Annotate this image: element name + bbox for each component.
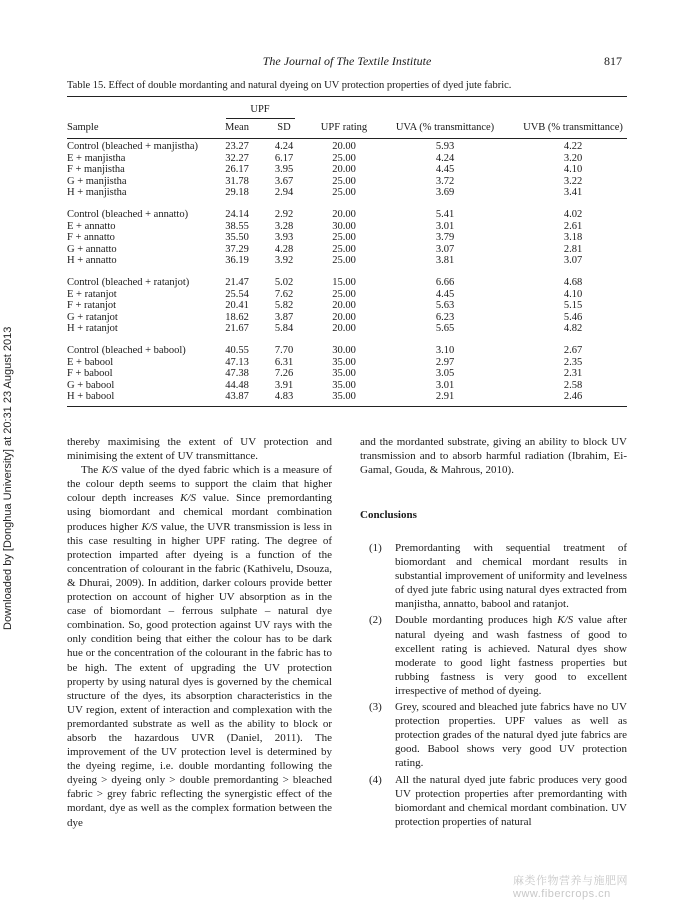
side-download-note: Downloaded by [Donghua University] at 20:31 23 August 2013 [2,326,14,630]
table-header-rule [67,138,627,139]
table-cell: H + manjistha [67,187,127,198]
table-cell: 20.00 [332,311,356,323]
table-cell: 2.97 [435,356,455,368]
table-cell: 4.82 [563,323,583,334]
table-cell: 2.31 [563,368,583,379]
right-continuation-paragraph: and the mordanted substrate, giving an ability to block UV transmission and to absorb harmful radiation (Ibrahim, Ei-Gamal, Gouda, & Mahrous, 2010). [360,436,627,477]
table-cell: 25.00 [332,243,356,255]
conclusion-item [369,773,627,829]
conclusion-text: Premordanting with sequential treatment of biomordant and chemical mordant results in substantial improvement of uniformity and levelness of dyed jute fabric using natural dyes extracted from manjistha, annatto, babool and ratanjot. [395,542,627,611]
column-header: SD [277,122,291,133]
body-paragraph: thereby maximising the extent of UV protection and minimising the extent of UV transmittance. [67,436,332,463]
column-header: UPF rating [320,122,368,133]
conclusion-text: All the natural dyed jute fabric produces very good UV protection properties after premordanting with biomordant and chemical mordant combination. UV protection properties of natural [395,773,627,828]
column-header: Mean [225,122,249,133]
table-cell: 18.62 [225,311,249,323]
conclusions-heading: Conclusions [360,509,417,521]
table-cell: E + annatto [67,220,116,232]
table-cell: 3.41 [563,187,583,198]
table-cell: 35.00 [332,356,356,368]
table-cell: 7.26 [274,368,294,379]
table-cell: 4.28 [274,243,294,255]
table-cell: 3.18 [563,232,583,243]
conclusions-list [369,541,627,831]
table-cell: 4.45 [435,288,455,300]
table-cell: 26.17 [225,164,249,175]
table-caption: Table 15. Effect of double mordanting and natural dyeing on UV protection properties of dyed jute fabric. [67,80,512,91]
table-cell: Control (bleached + ratanjot) [67,277,190,288]
table-cell: 15.00 [332,277,356,288]
page-number: 817 [604,54,622,68]
conclusion-number: (3) [369,701,382,714]
table-cell: 35.00 [332,379,356,391]
table-cell: H + annatto [67,255,117,266]
table-cell: 25.00 [332,187,356,198]
table-cell: 43.87 [225,391,249,402]
table-cell: 2.81 [563,243,583,255]
table-cell: G + annatto [67,243,117,255]
table-cell: 3.67 [274,175,294,187]
upf-group-rule [226,118,295,119]
table-cell: 21.67 [225,323,249,334]
table-cell: 25.00 [332,175,356,187]
watermark: 麻类作物营养与施肥网 www.fibercrops.cn [513,875,628,900]
table-cell: 5.63 [435,300,455,311]
table-cell: 25.00 [332,152,356,164]
table-cell: 30.00 [332,220,356,232]
table-cell: 36.19 [225,255,249,266]
column-header: UVA (% transmittance) [395,122,495,133]
table-cell: 37.29 [225,243,249,255]
table-cell: 2.94 [274,187,294,198]
table-cell: 4.45 [435,164,455,175]
table-cell: H + babool [67,391,115,402]
table-cell: 4.83 [274,391,294,402]
upf-group-header: UPF [250,104,270,115]
table-cell: 4.24 [435,152,455,164]
table-cell: 20.00 [332,141,356,152]
table-cell: 3.01 [435,220,455,232]
table-cell: 32.27 [225,152,249,164]
table-cell: F + manjistha [67,164,125,175]
table-cell: 3.79 [435,232,455,243]
table-cell: E + ratanjot [67,288,117,300]
table-cell: 3.72 [435,175,455,187]
table-cell: 3.28 [274,220,294,232]
table-cell: G + ratanjot [67,311,118,323]
table-cell: 2.92 [274,209,294,220]
table-cell: F + ratanjot [67,300,117,311]
table-cell: G + babool [67,379,115,391]
table-cell: 25.00 [332,288,356,300]
table-cell: 2.58 [563,379,583,391]
table-cell: 5.93 [435,141,455,152]
table-cell: 7.70 [274,345,294,356]
running-header-title: The Journal of The Textile Institute [262,54,432,68]
table-cell: 4.10 [563,164,583,175]
table-cell: 6.66 [435,277,455,288]
table-cell: E + babool [67,356,114,368]
table-cell: 3.20 [563,152,583,164]
table-cell: 35.50 [225,232,249,243]
table-cell: 2.61 [563,220,583,232]
column-header: Sample [67,122,99,133]
table-cell: 20.41 [225,300,249,311]
table-cell: 3.91 [274,379,294,391]
table-cell: 35.00 [332,391,356,402]
table-cell: 5.15 [563,300,583,311]
conclusion-item [369,613,627,698]
table-cell: 5.82 [274,300,294,311]
table-cell: 2.91 [435,391,455,402]
table-cell: 23.27 [225,141,249,152]
table-cell: 4.22 [563,141,583,152]
table-cell: 21.47 [225,277,249,288]
table-cell: 29.18 [225,187,249,198]
column-header: UVB (% transmittance) [523,122,623,133]
body-paragraph: The K/S value of the dyed fabric which is a measure of the colour depth seems to support the claim that higher colour depth increases K/S value. Since premordanting using biomordant and chemical mordant combination produces higher K/S value, the UVR transmission is less in this case resulting in higher UPF rating. The degree of protection imparted after dyeing is a function of the concentration of colourant in the fabric (Kathivelu, Dsouza, & Dhurai, 2009). In addition, darker colours provide better protection on account of higher UV absorption as in the case of biomordant – ferrous sulphate – natural dye combination. So, good protection against UV rays with the only condition being that either the colour has to be dark hue or the concentration of the colourant in the fabric has to be high. The extent of upgrading the UV protection property by using natural dyes is governed by the chemical structure of the dyes, its absorption characteristics in the UV region, extent of interaction and complexation with the premordanted substrate as well as the ability to block or absorb the hazardous UVR (Daniel, 2011). The improvement of the UV protection level is determined by the dyeing regime, i.e. double mordanting following the dyeing > dyeing only > double premordanting > bleached fabric > grey fabric reflecting the synergistic effect of the mordant, dye as well as the complex formation between the dye [67,464,332,829]
table-cell: 5.84 [274,323,294,334]
table-cell: 3.01 [435,379,455,391]
table-cell: 3.07 [563,255,583,266]
table-cell: 31.78 [225,175,249,187]
table-cell: 25.54 [225,288,249,300]
table-cell: 47.38 [225,368,249,379]
table-cell: 20.00 [332,300,356,311]
table-cell: 20.00 [332,164,356,175]
table-cell: 38.55 [225,220,249,232]
table-cell: 5.41 [435,209,455,220]
table-cell: 6.17 [274,152,294,164]
conclusion-text: Grey, scoured and bleached jute fabrics have no UV protection properties. UPF values as well as protection grades of the natural dyed jute fabrics are good. Babool shows very good UV protection rating. [395,701,627,770]
table-cell: 4.24 [274,141,294,152]
table-cell: 3.87 [274,311,294,323]
table-cell: 44.48 [225,379,249,391]
conclusion-text: Double mordanting produces high K/S value after natural dyeing and wash fastness of good to excellent rating is achieved. Natural dyes show moderate to good light fastness properties but rubbing fastness is very good to excellent irrespective of method of dyeing. [395,614,627,697]
table-cell: 5.65 [435,323,455,334]
table-cell: 20.00 [332,323,356,334]
table-cell: 3.81 [435,255,455,266]
table-cell: 6.31 [274,356,294,368]
table-cell: F + babool [67,368,113,379]
table-cell: H + ratanjot [67,323,118,334]
table-cell: 24.14 [225,209,249,220]
table-cell: 5.46 [563,311,583,323]
conclusion-item [369,700,627,770]
right-text-column [360,435,627,477]
table-cell: E + manjistha [67,152,126,164]
table-cell: 3.10 [435,345,455,356]
table-cell: 47.13 [225,356,249,368]
table-cell: 3.05 [435,368,455,379]
table-cell: F + annatto [67,232,115,243]
table-cell: 6.23 [435,311,455,323]
table-cell: 3.22 [563,175,583,187]
table-cell: 4.02 [563,209,583,220]
table-cell: G + manjistha [67,175,127,187]
table-cell: 2.35 [563,356,583,368]
table-cell: 4.68 [563,277,583,288]
table-cell: 2.67 [563,345,583,356]
table-cell: 5.02 [274,277,294,288]
table-cell: 3.93 [274,232,294,243]
table-cell: Control (bleached + manjistha) [67,141,199,152]
conclusion-item [369,541,627,611]
table-cell: 40.55 [225,345,249,356]
conclusion-number: (2) [369,614,382,627]
table-cell: 3.95 [274,164,294,175]
table-cell: 3.07 [435,243,455,255]
left-text-column [67,435,332,830]
table-cell: Control (bleached + babool) [67,345,186,356]
table-cell: 3.69 [435,187,455,198]
table-cell: 25.00 [332,232,356,243]
table-cell: Control (bleached + annatto) [67,209,189,220]
table-cell: 7.62 [274,288,294,300]
table-top-rule [67,96,627,97]
conclusion-number: (1) [369,542,382,554]
table-cell: 35.00 [332,368,356,379]
table-cell: 30.00 [332,345,356,356]
table-cell: 3.92 [274,255,294,266]
conclusion-number: (4) [369,773,382,786]
table-cell: 2.46 [563,391,583,402]
table-cell: 25.00 [332,255,356,266]
table-bottom-rule [67,406,627,407]
table-cell: 4.10 [563,288,583,300]
table-cell: 20.00 [332,209,356,220]
